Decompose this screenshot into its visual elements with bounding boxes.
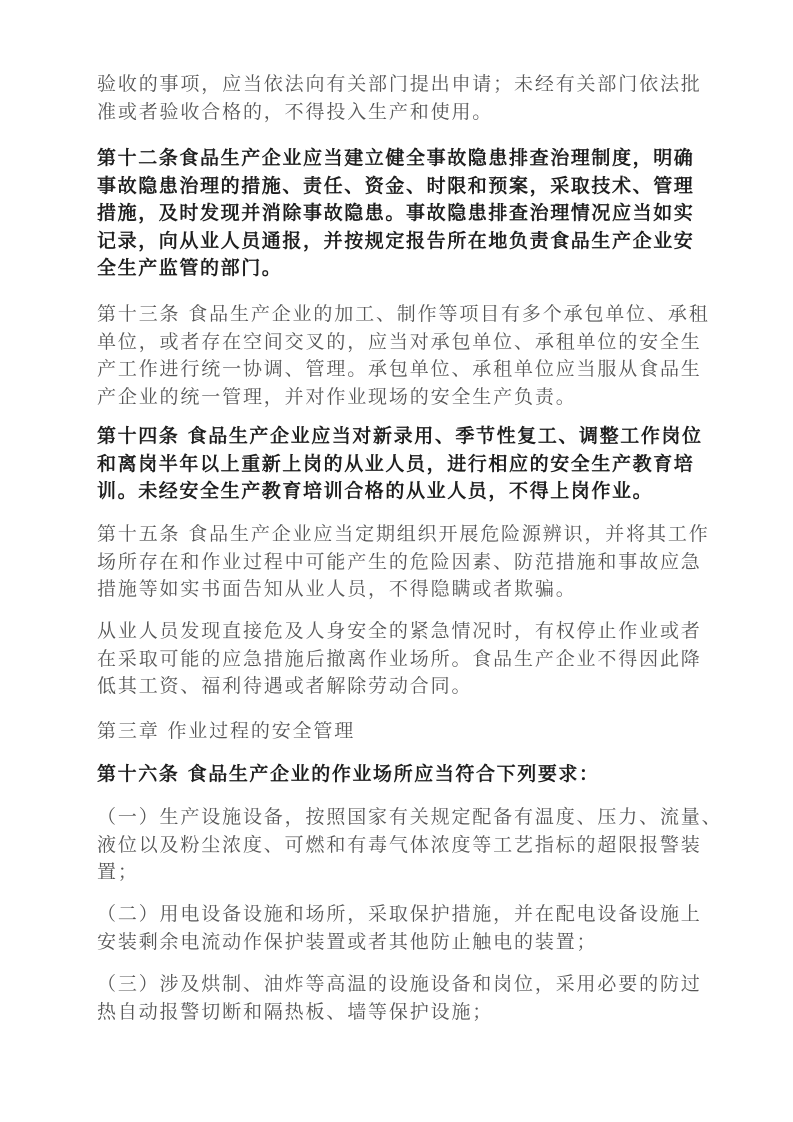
list-item-1: （一）生产设施设备，按照国家有关规定配备有温度、压力、流量、 液位以及粉尘浓度、可燃和有毒气体浓度等工艺指标的超限报警装 置； bbox=[97, 806, 723, 883]
list-item-3: （三）涉及烘制、油炸等高温的设施设备和岗位，采用必要的防过 热自动报警切断和隔热板、墙等保护设施； bbox=[97, 973, 702, 1023]
paragraph-article-15: 第十五条 食品生产企业应当定期组织开展危险源辨识，并将其工作 场所存在和作业过程中可能产生的危险因素、防范措施和事故应急 措施等如实书面告知从业人员，不得隐瞒或者欺骗。 bbox=[97, 523, 710, 600]
paragraph-article-16: 第十六条 食品生产企业的作业场所应当符合下列要求： bbox=[97, 763, 600, 785]
paragraph-article-13: 第十三条 食品生产企业的加工、制作等项目有多个承包单位、承租 单位，或者存在空间交叉的，应当对承包单位、承租单位的安全生 产工作进行统一协调、管理。承包单位、承租单位应当服从食品生 产企业的统一管理，并对作业现场的安全生产负责。 bbox=[97, 303, 710, 408]
chapter-3-heading: 第三章 作业过程的安全管理 bbox=[97, 720, 356, 742]
list-item-2: （二）用电设备设施和场所，采取保护措施，并在配电设备设施上 安装剩余电流动作保护装置或者其他防止触电的装置； bbox=[97, 903, 702, 953]
paragraph-worker-rights: 从业人员发现直接危及人身安全的紧急情况时，有权停止作业或者 在采取可能的应急措施后撤离作业场所。食品生产企业不得因此降 低其工资、福利待遇或者解除劳动合同。 bbox=[97, 620, 702, 697]
paragraph-continuation-article-11: 验收的事项，应当依法向有关部门提出申请；未经有关部门依法批 准或者验收合格的，不得投入生产和使用。 bbox=[97, 73, 702, 123]
paragraph-article-12: 第十二条食品生产企业应当建立健全事故隐患排查治理制度，明确 事故隐患治理的措施、责任、资金、时限和预案，采取技术、管理 措施，及时发现并消除事故隐患。事故隐患排查治理情况应当如实 记录，向从业人员通报，并按规定报告所在地负责食品生产企业安 全生产监管的部门。 bbox=[97, 147, 695, 279]
paragraph-article-14: 第十四条 食品生产企业应当对新录用、季节性复工、调整工作岗位 和离岗半年以上重新上岗的从业人员，进行相应的安全生产教育培 训。未经安全生产教育培训合格的从业人员，不得上岗作业。 bbox=[97, 425, 703, 502]
